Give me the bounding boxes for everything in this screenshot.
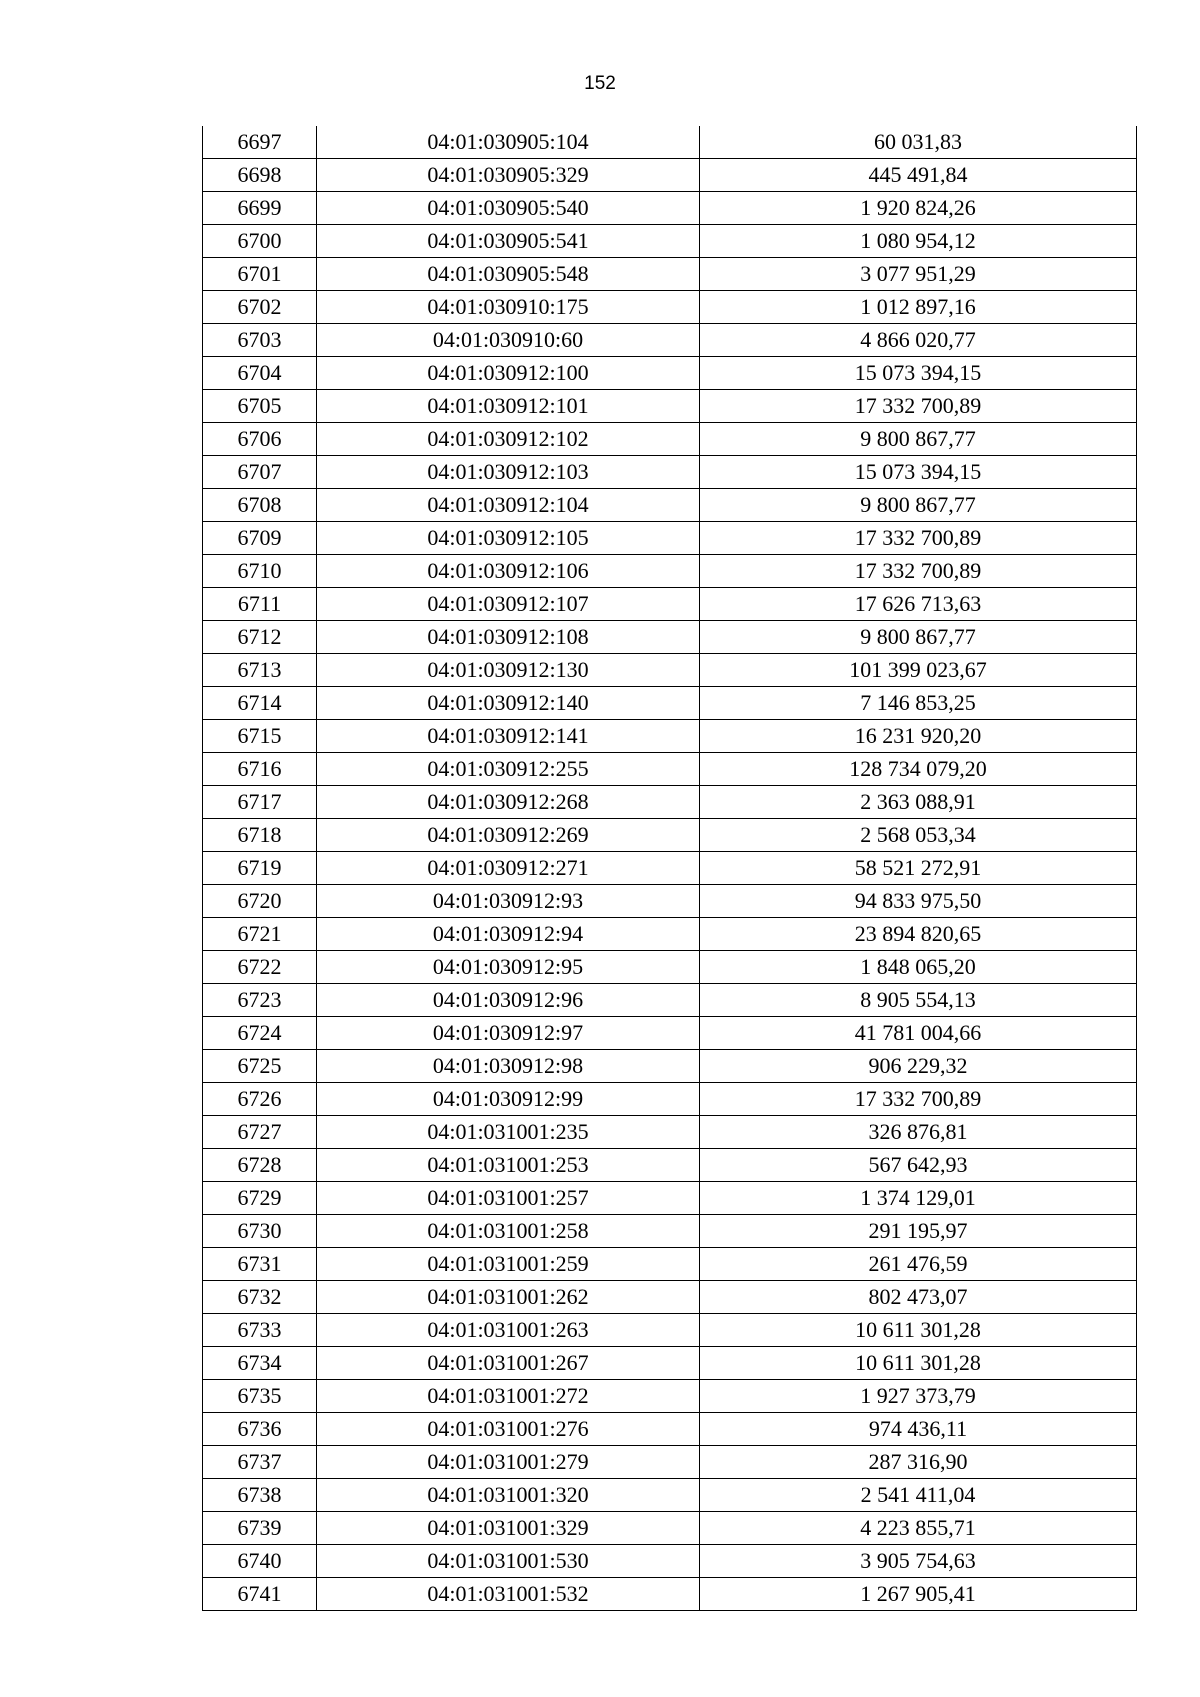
table-row xyxy=(203,456,1137,489)
table-row xyxy=(203,720,1137,753)
row-number-cell: 6713 xyxy=(203,654,317,687)
table-row xyxy=(203,1578,1137,1611)
cadastral-number-cell: 04:01:031001:532 xyxy=(317,1578,700,1611)
row-number-cell: 6730 xyxy=(203,1215,317,1248)
cadastral-number-cell: 04:01:031001:257 xyxy=(317,1182,700,1215)
table-row xyxy=(203,1083,1137,1116)
row-number-cell: 6733 xyxy=(203,1314,317,1347)
cadastral-value-cell: 4 223 855,71 xyxy=(700,1512,1137,1545)
table-row xyxy=(203,852,1137,885)
row-number-cell: 6714 xyxy=(203,687,317,720)
table-row xyxy=(203,1215,1137,1248)
row-number-cell: 6704 xyxy=(203,357,317,390)
row-number-cell: 6715 xyxy=(203,720,317,753)
cadastral-value-cell: 974 436,11 xyxy=(700,1413,1137,1446)
cadastral-number-cell: 04:01:031001:530 xyxy=(317,1545,700,1578)
table-row xyxy=(203,1413,1137,1446)
table-row xyxy=(203,621,1137,654)
cadastral-number-cell: 04:01:030912:268 xyxy=(317,786,700,819)
table-row xyxy=(203,885,1137,918)
cadastral-number-cell: 04:01:030912:106 xyxy=(317,555,700,588)
table-row xyxy=(203,1281,1137,1314)
cadastral-number-cell: 04:01:031001:267 xyxy=(317,1347,700,1380)
row-number-cell: 6727 xyxy=(203,1116,317,1149)
table-row xyxy=(203,522,1137,555)
cadastral-number-cell: 04:01:030905:541 xyxy=(317,225,700,258)
table-body xyxy=(203,126,1137,1611)
cadastral-value-cell: 802 473,07 xyxy=(700,1281,1137,1314)
table-row xyxy=(203,984,1137,1017)
table-row xyxy=(203,1512,1137,1545)
row-number-cell: 6718 xyxy=(203,819,317,852)
row-number-cell: 6726 xyxy=(203,1083,317,1116)
table-row xyxy=(203,423,1137,456)
row-number-cell: 6737 xyxy=(203,1446,317,1479)
row-number-cell: 6739 xyxy=(203,1512,317,1545)
table-row xyxy=(203,1446,1137,1479)
row-number-cell: 6731 xyxy=(203,1248,317,1281)
cadastral-number-cell: 04:01:030912:94 xyxy=(317,918,700,951)
cadastral-value-cell: 1 267 905,41 xyxy=(700,1578,1137,1611)
cadastral-value-cell: 10 611 301,28 xyxy=(700,1347,1137,1380)
row-number-cell: 6709 xyxy=(203,522,317,555)
cadastral-value-cell: 17 626 713,63 xyxy=(700,588,1137,621)
cadastral-value-cell: 2 541 411,04 xyxy=(700,1479,1137,1512)
row-number-cell: 6732 xyxy=(203,1281,317,1314)
table-row xyxy=(203,588,1137,621)
cadastral-value-cell: 3 905 754,63 xyxy=(700,1545,1137,1578)
table-row xyxy=(203,1182,1137,1215)
cadastral-number-cell: 04:01:030910:60 xyxy=(317,324,700,357)
cadastral-number-cell: 04:01:030912:141 xyxy=(317,720,700,753)
table-row xyxy=(203,1380,1137,1413)
cadastral-value-cell: 1 012 897,16 xyxy=(700,291,1137,324)
table-row xyxy=(203,819,1137,852)
table-row xyxy=(203,291,1137,324)
cadastral-value-cell: 567 642,93 xyxy=(700,1149,1137,1182)
row-number-cell: 6710 xyxy=(203,555,317,588)
cadastral-value-cell: 445 491,84 xyxy=(700,159,1137,192)
cadastral-number-cell: 04:01:030912:107 xyxy=(317,588,700,621)
cadastral-number-cell: 04:01:031001:259 xyxy=(317,1248,700,1281)
row-number-cell: 6698 xyxy=(203,159,317,192)
table-row xyxy=(203,1017,1137,1050)
cadastral-value-cell: 15 073 394,15 xyxy=(700,456,1137,489)
cadastral-value-cell: 17 332 700,89 xyxy=(700,1083,1137,1116)
cadastral-value-table xyxy=(202,126,1137,1611)
row-number-cell: 6740 xyxy=(203,1545,317,1578)
cadastral-number-cell: 04:01:030912:105 xyxy=(317,522,700,555)
cadastral-value-cell: 15 073 394,15 xyxy=(700,357,1137,390)
cadastral-value-cell: 17 332 700,89 xyxy=(700,390,1137,423)
table-row xyxy=(203,324,1137,357)
cadastral-number-cell: 04:01:030912:97 xyxy=(317,1017,700,1050)
row-number-cell: 6719 xyxy=(203,852,317,885)
table-row xyxy=(203,786,1137,819)
cadastral-value-cell: 326 876,81 xyxy=(700,1116,1137,1149)
row-number-cell: 6734 xyxy=(203,1347,317,1380)
row-number-cell: 6708 xyxy=(203,489,317,522)
table-row xyxy=(203,1347,1137,1380)
cadastral-value-cell: 128 734 079,20 xyxy=(700,753,1137,786)
cadastral-number-cell: 04:01:030912:96 xyxy=(317,984,700,1017)
cadastral-number-cell: 04:01:030910:175 xyxy=(317,291,700,324)
cadastral-number-cell: 04:01:030912:108 xyxy=(317,621,700,654)
row-number-cell: 6736 xyxy=(203,1413,317,1446)
cadastral-value-cell: 94 833 975,50 xyxy=(700,885,1137,918)
table-row xyxy=(203,918,1137,951)
cadastral-value-cell: 58 521 272,91 xyxy=(700,852,1137,885)
cadastral-value-cell: 17 332 700,89 xyxy=(700,555,1137,588)
page-number: 152 xyxy=(584,73,616,94)
cadastral-value-cell: 1 080 954,12 xyxy=(700,225,1137,258)
table-row xyxy=(203,1116,1137,1149)
table-row xyxy=(203,1050,1137,1083)
cadastral-value-cell: 9 800 867,77 xyxy=(700,489,1137,522)
cadastral-number-cell: 04:01:031001:279 xyxy=(317,1446,700,1479)
table-row xyxy=(203,192,1137,225)
cadastral-value-cell: 8 905 554,13 xyxy=(700,984,1137,1017)
row-number-cell: 6697 xyxy=(203,126,317,159)
cadastral-number-cell: 04:01:031001:263 xyxy=(317,1314,700,1347)
row-number-cell: 6720 xyxy=(203,885,317,918)
cadastral-number-cell: 04:01:030912:269 xyxy=(317,819,700,852)
table-row xyxy=(203,654,1137,687)
cadastral-value-cell: 2 568 053,34 xyxy=(700,819,1137,852)
cadastral-value-cell: 1 920 824,26 xyxy=(700,192,1137,225)
cadastral-number-cell: 04:01:030905:540 xyxy=(317,192,700,225)
cadastral-value-cell: 9 800 867,77 xyxy=(700,621,1137,654)
table-row xyxy=(203,126,1137,159)
row-number-cell: 6729 xyxy=(203,1182,317,1215)
cadastral-number-cell: 04:01:030912:103 xyxy=(317,456,700,489)
row-number-cell: 6738 xyxy=(203,1479,317,1512)
cadastral-number-cell: 04:01:031001:320 xyxy=(317,1479,700,1512)
cadastral-value-cell: 1 374 129,01 xyxy=(700,1182,1137,1215)
row-number-cell: 6712 xyxy=(203,621,317,654)
cadastral-number-cell: 04:01:030912:93 xyxy=(317,885,700,918)
row-number-cell: 6701 xyxy=(203,258,317,291)
cadastral-number-cell: 04:01:031001:272 xyxy=(317,1380,700,1413)
cadastral-value-cell: 60 031,83 xyxy=(700,126,1137,159)
row-number-cell: 6724 xyxy=(203,1017,317,1050)
cadastral-value-cell: 10 611 301,28 xyxy=(700,1314,1137,1347)
cadastral-number-cell: 04:01:031001:253 xyxy=(317,1149,700,1182)
cadastral-value-cell: 7 146 853,25 xyxy=(700,687,1137,720)
table-row xyxy=(203,687,1137,720)
table-row xyxy=(203,1314,1137,1347)
row-number-cell: 6699 xyxy=(203,192,317,225)
cadastral-value-cell: 3 077 951,29 xyxy=(700,258,1137,291)
cadastral-number-cell: 04:01:030912:98 xyxy=(317,1050,700,1083)
cadastral-number-cell: 04:01:030905:104 xyxy=(317,126,700,159)
row-number-cell: 6735 xyxy=(203,1380,317,1413)
cadastral-value-cell: 287 316,90 xyxy=(700,1446,1137,1479)
cadastral-number-cell: 04:01:030905:548 xyxy=(317,258,700,291)
table-row xyxy=(203,258,1137,291)
cadastral-value-cell: 41 781 004,66 xyxy=(700,1017,1137,1050)
table-row xyxy=(203,1248,1137,1281)
cadastral-number-cell: 04:01:030905:329 xyxy=(317,159,700,192)
row-number-cell: 6741 xyxy=(203,1578,317,1611)
cadastral-number-cell: 04:01:030912:99 xyxy=(317,1083,700,1116)
cadastral-value-cell: 2 363 088,91 xyxy=(700,786,1137,819)
cadastral-number-cell: 04:01:031001:329 xyxy=(317,1512,700,1545)
cadastral-value-cell: 16 231 920,20 xyxy=(700,720,1137,753)
cadastral-number-cell: 04:01:030912:102 xyxy=(317,423,700,456)
row-number-cell: 6722 xyxy=(203,951,317,984)
row-number-cell: 6721 xyxy=(203,918,317,951)
cadastral-value-cell: 1 848 065,20 xyxy=(700,951,1137,984)
table-row xyxy=(203,225,1137,258)
table-row xyxy=(203,1479,1137,1512)
cadastral-value-cell: 4 866 020,77 xyxy=(700,324,1137,357)
table-row xyxy=(203,159,1137,192)
cadastral-number-cell: 04:01:031001:235 xyxy=(317,1116,700,1149)
cadastral-number-cell: 04:01:031001:262 xyxy=(317,1281,700,1314)
table-row xyxy=(203,753,1137,786)
row-number-cell: 6717 xyxy=(203,786,317,819)
cadastral-number-cell: 04:01:030912:101 xyxy=(317,390,700,423)
row-number-cell: 6723 xyxy=(203,984,317,1017)
cadastral-value-cell: 23 894 820,65 xyxy=(700,918,1137,951)
cadastral-value-cell: 101 399 023,67 xyxy=(700,654,1137,687)
cadastral-value-cell: 17 332 700,89 xyxy=(700,522,1137,555)
cadastral-number-cell: 04:01:030912:255 xyxy=(317,753,700,786)
cadastral-value-cell: 261 476,59 xyxy=(700,1248,1137,1281)
row-number-cell: 6707 xyxy=(203,456,317,489)
table-row xyxy=(203,555,1137,588)
cadastral-number-cell: 04:01:031001:258 xyxy=(317,1215,700,1248)
cadastral-number-cell: 04:01:030912:104 xyxy=(317,489,700,522)
table-row xyxy=(203,390,1137,423)
cadastral-value-cell: 1 927 373,79 xyxy=(700,1380,1137,1413)
table-row xyxy=(203,357,1137,390)
row-number-cell: 6716 xyxy=(203,753,317,786)
row-number-cell: 6728 xyxy=(203,1149,317,1182)
row-number-cell: 6705 xyxy=(203,390,317,423)
row-number-cell: 6706 xyxy=(203,423,317,456)
row-number-cell: 6700 xyxy=(203,225,317,258)
cadastral-number-cell: 04:01:030912:130 xyxy=(317,654,700,687)
cadastral-value-cell: 906 229,32 xyxy=(700,1050,1137,1083)
table-row xyxy=(203,489,1137,522)
cadastral-value-cell: 291 195,97 xyxy=(700,1215,1137,1248)
cadastral-number-cell: 04:01:031001:276 xyxy=(317,1413,700,1446)
table-row xyxy=(203,951,1137,984)
table-row xyxy=(203,1545,1137,1578)
row-number-cell: 6725 xyxy=(203,1050,317,1083)
cadastral-number-cell: 04:01:030912:271 xyxy=(317,852,700,885)
row-number-cell: 6703 xyxy=(203,324,317,357)
cadastral-number-cell: 04:01:030912:140 xyxy=(317,687,700,720)
row-number-cell: 6702 xyxy=(203,291,317,324)
cadastral-number-cell: 04:01:030912:95 xyxy=(317,951,700,984)
row-number-cell: 6711 xyxy=(203,588,317,621)
cadastral-value-cell: 9 800 867,77 xyxy=(700,423,1137,456)
cadastral-number-cell: 04:01:030912:100 xyxy=(317,357,700,390)
table-row xyxy=(203,1149,1137,1182)
